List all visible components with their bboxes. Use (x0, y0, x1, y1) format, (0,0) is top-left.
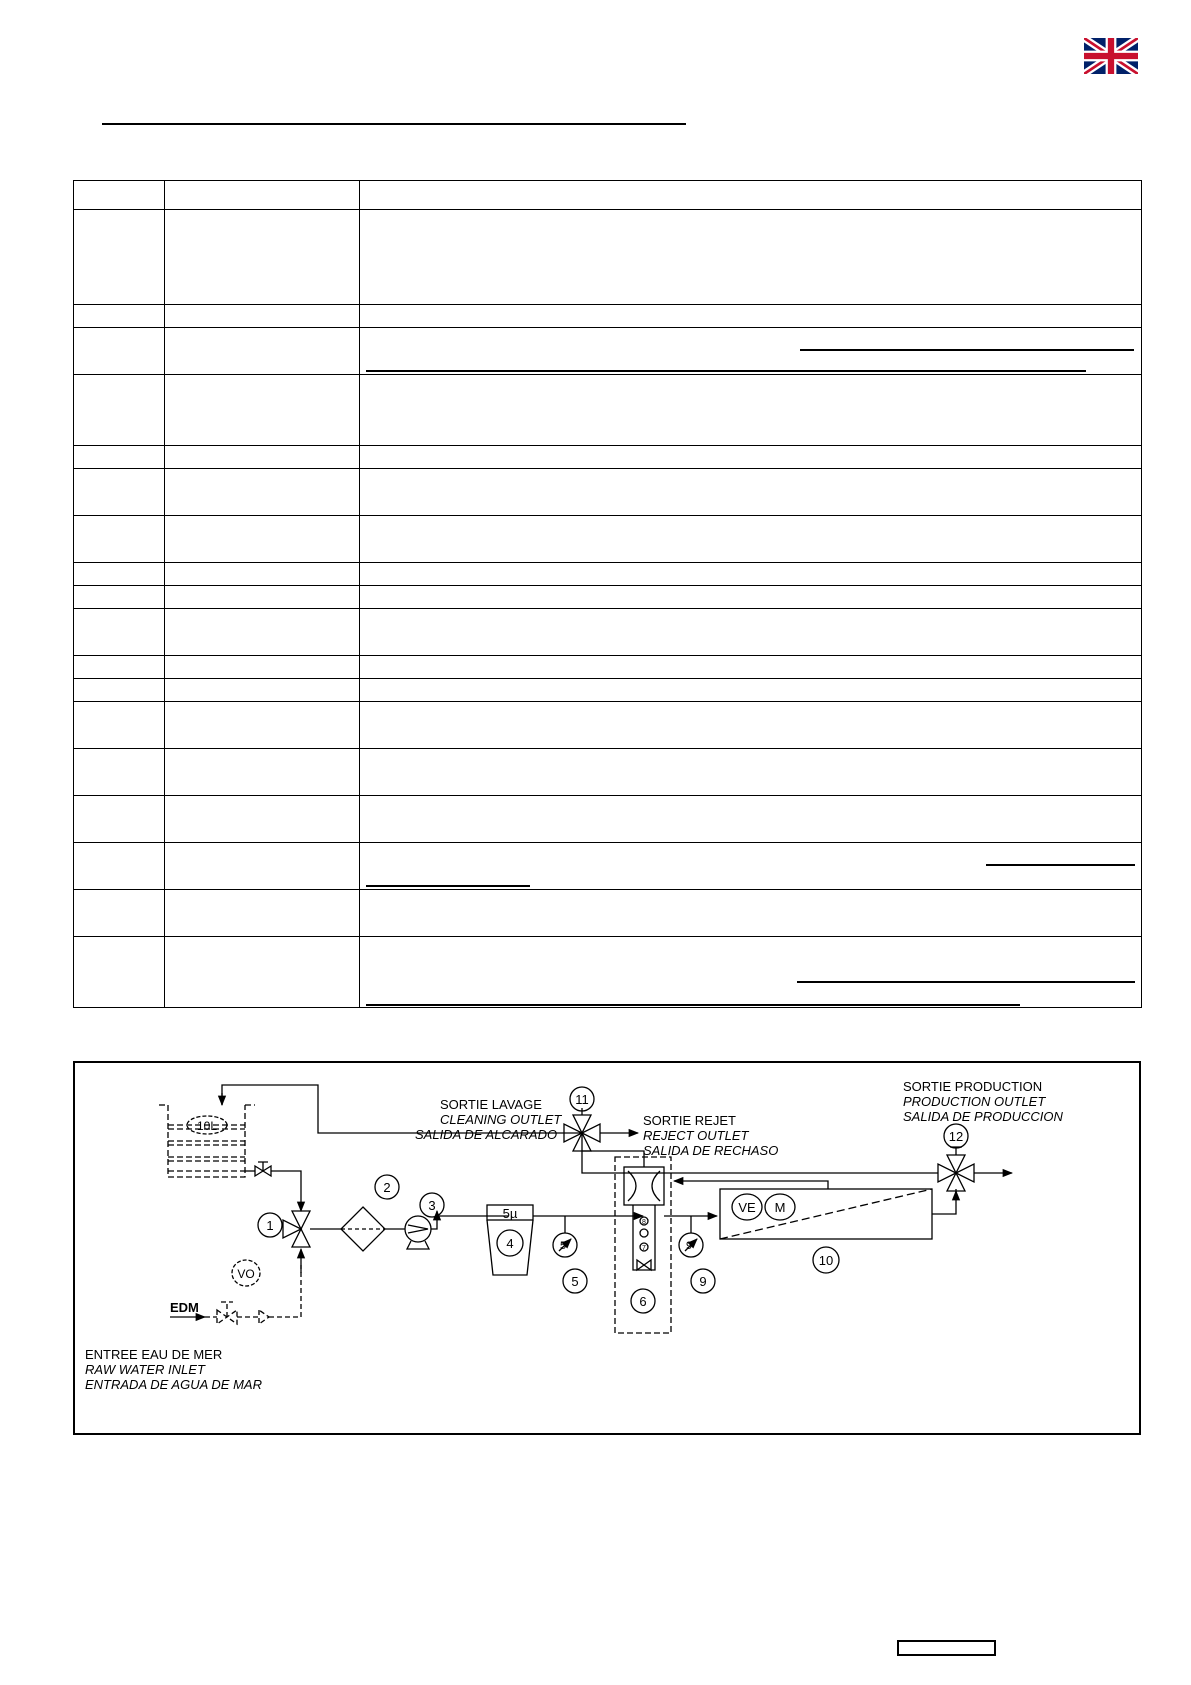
underline (366, 370, 1086, 372)
label-9: 9 (699, 1274, 707, 1289)
underline (366, 885, 530, 887)
table-row (74, 305, 1142, 328)
production-es: SALIDA DE PRODUCCION (903, 1109, 1063, 1124)
table-row (74, 586, 1142, 609)
table-row (74, 890, 1142, 937)
pump-3 (405, 1193, 444, 1249)
underline (366, 1004, 1020, 1006)
title-underline (102, 123, 686, 125)
table-row (74, 563, 1142, 586)
label-1: 1 (266, 1218, 274, 1233)
table-row (74, 796, 1142, 843)
label-5: 5 (571, 1274, 579, 1289)
tank (159, 1105, 255, 1177)
table-row (74, 937, 1142, 1008)
inlet-es: ENTRADA DE AGUA DE MAR (85, 1377, 262, 1392)
cleaning-en: CLEANING OUTLET (440, 1112, 562, 1127)
table-row (74, 469, 1142, 516)
label-6: 6 (639, 1294, 647, 1309)
membrane-m-label: M (774, 1200, 786, 1215)
inlet-fr: ENTREE EAU DE MER (85, 1347, 223, 1362)
tank-label: 10L (196, 1119, 218, 1133)
filter-rating: 5µ (502, 1206, 518, 1221)
table-row (74, 749, 1142, 796)
underline (986, 864, 1135, 866)
pressure-gauge-9 (679, 1233, 715, 1293)
process-diagram (73, 1061, 1141, 1435)
table-row (74, 843, 1142, 890)
label-8: 8 (642, 1219, 646, 1226)
table-row (74, 679, 1142, 702)
table-row (74, 446, 1142, 469)
cleaning-fr: SORTIE LAVAGE (440, 1097, 542, 1112)
pressure-gauge-5 (553, 1233, 587, 1293)
underline (800, 349, 1134, 351)
inlet-en: RAW WATER INLET (85, 1362, 205, 1377)
header-cell (360, 181, 1142, 210)
reject-en: REJECT OUTLET (643, 1128, 749, 1143)
table-header-row (74, 181, 1142, 210)
table-row (74, 516, 1142, 563)
table-row (74, 210, 1142, 305)
underline (797, 981, 1135, 983)
reject-es: SALIDA DE RECHASO (643, 1143, 779, 1158)
table-row (74, 375, 1142, 446)
spec-table (73, 180, 1142, 1008)
cleaning-es: SALIDA DE ALCARADO (415, 1127, 558, 1142)
production-en: PRODUCTION OUTLET (903, 1094, 1046, 1109)
label-10: 10 (818, 1253, 834, 1268)
table-row (74, 656, 1142, 679)
table-row (74, 609, 1142, 656)
label-11: 11 (575, 1092, 589, 1107)
tank-outlet-valve (245, 1162, 301, 1211)
membrane-ve-label: VE (738, 1200, 756, 1215)
reject-fr: SORTIE REJET (643, 1113, 736, 1128)
page-number-box (897, 1640, 996, 1656)
label-2: 2 (383, 1180, 391, 1195)
label-7: 7 (642, 1245, 646, 1252)
vo-label: VO (237, 1267, 255, 1281)
label-4: 4 (506, 1236, 514, 1251)
header-cell (74, 181, 165, 210)
uk-flag-icon (1084, 38, 1138, 74)
gauge-9-label: 9 (685, 1240, 693, 1252)
label-3: 3 (428, 1198, 436, 1213)
label-12: 12 (948, 1129, 964, 1144)
gauge-5-label: 5 (559, 1240, 567, 1252)
table-row (74, 702, 1142, 749)
production-fr: SORTIE PRODUCTION (903, 1079, 1043, 1094)
table-row (74, 328, 1142, 375)
header-cell (165, 181, 360, 210)
edm-label: EDM (170, 1300, 199, 1315)
